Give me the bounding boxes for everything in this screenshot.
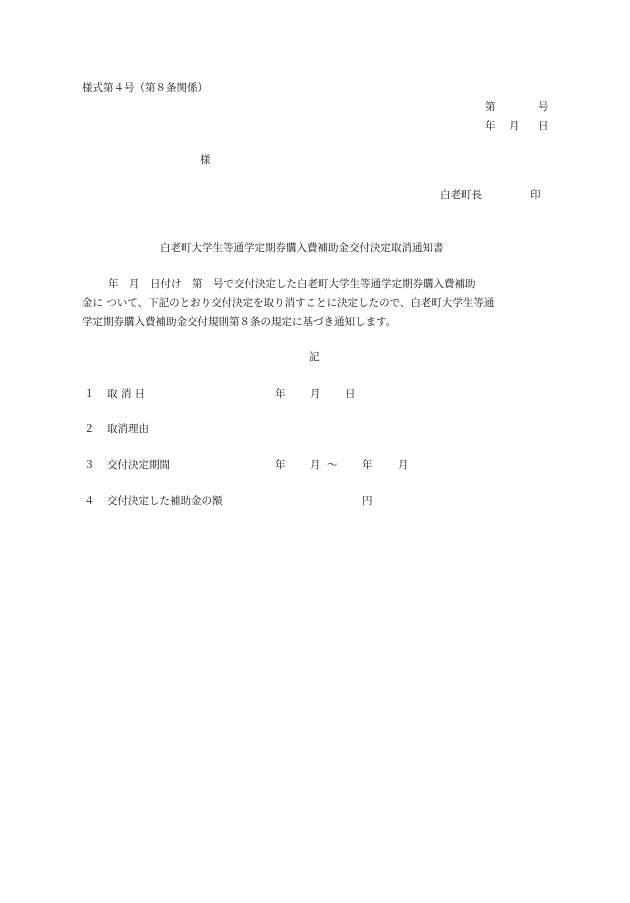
item-number: ４ — [84, 495, 95, 507]
item-value: 月 — [398, 459, 409, 471]
ki-heading: 記 — [309, 351, 320, 363]
item-value: 〜 — [327, 459, 338, 471]
doc-number-prefix: 第 — [485, 101, 496, 113]
addressee-suffix: 様 — [200, 154, 211, 166]
item-label: 取消理由 — [107, 423, 149, 435]
item-value: 年 — [275, 459, 286, 471]
item-value: 日 — [345, 388, 356, 400]
item-label: 取 消 日 — [107, 388, 146, 400]
date-day: 日 — [538, 120, 549, 132]
date-year: 年 — [485, 120, 496, 132]
doc-number-suffix: 号 — [538, 101, 549, 113]
item-value: 年 — [362, 459, 373, 471]
body-paragraph — [82, 275, 552, 332]
item-number: ２ — [84, 423, 95, 435]
body-line: 金に ついて、下記のとおり交付決定を取り消すことに決定したので、白老町大学生等通 — [82, 297, 495, 309]
issuer-seal: 印 — [530, 189, 541, 201]
item-number: １ — [84, 388, 95, 400]
item-label: 交付決定期間 — [107, 459, 170, 471]
issuer-name: 白老町長 — [440, 189, 482, 201]
item-value: 年 — [275, 388, 286, 400]
item-value: 月 — [310, 388, 321, 400]
body-line: 学定期券購入費補助金交付規則第８条の規定に基づき通知します。 — [82, 316, 397, 328]
item-label: 交付決定した補助金の額 — [107, 495, 223, 507]
item-value: 円 — [362, 495, 373, 507]
item-value: 月 — [310, 459, 321, 471]
form-number: 様式第４号（第８条関係） — [82, 82, 208, 94]
date-month: 月 — [509, 120, 520, 132]
item-number: ３ — [84, 459, 95, 471]
body-line: 年 月 日付け 第 号で交付決定した白老町大学生等通学定期券購入費補助 — [108, 278, 476, 290]
document-title: 白老町大学生等通学定期券購入費補助金交付決定取消通知書 — [160, 242, 444, 254]
